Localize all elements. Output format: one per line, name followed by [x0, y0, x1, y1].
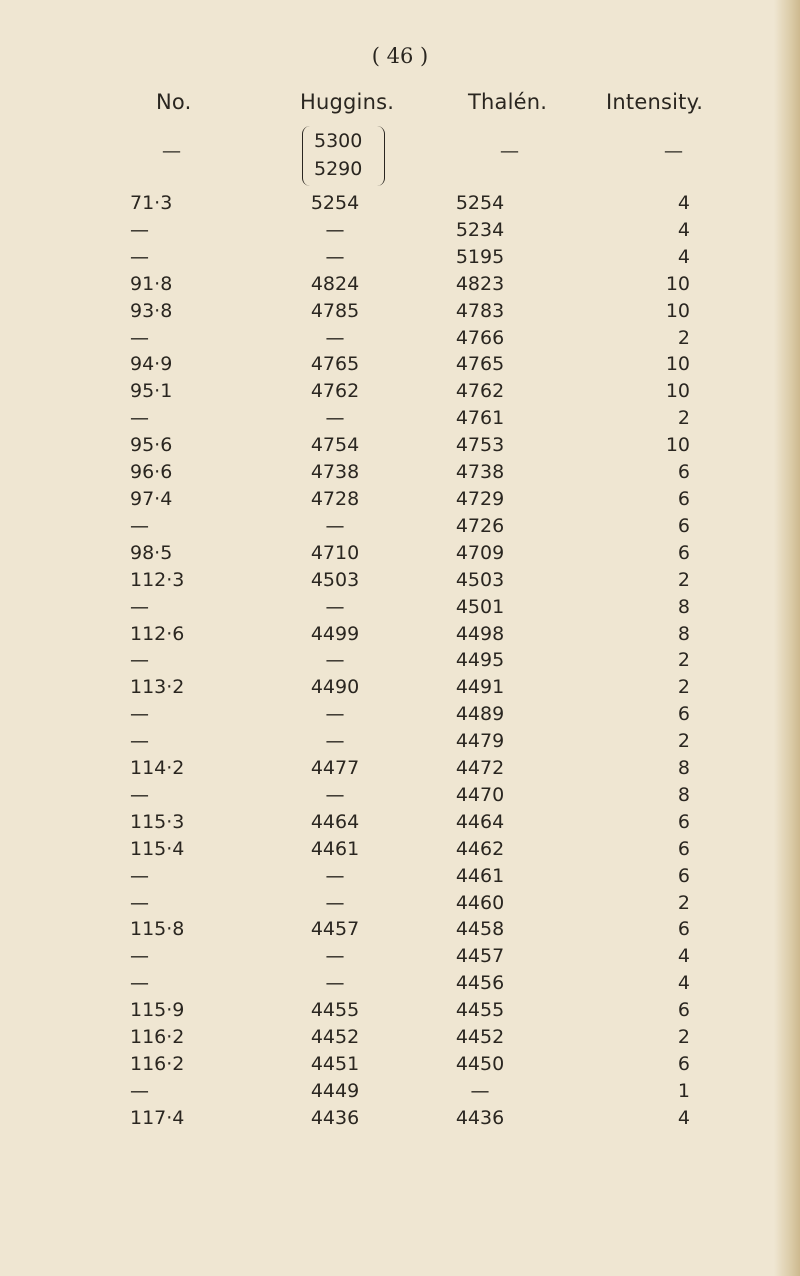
- cell-huggins: —: [325, 407, 345, 430]
- table-row: [130, 432, 690, 459]
- cell-intensity: 4: [677, 192, 690, 214]
- cell-huggins: 5254: [310, 192, 360, 214]
- cell-intensity: 10: [665, 434, 690, 457]
- cell-huggins: —: [325, 703, 345, 726]
- cell-intensity: 6: [677, 864, 690, 887]
- cell-no: —: [130, 783, 149, 806]
- cell-intensity: 1: [677, 1079, 690, 1102]
- cell-intensity: 6: [677, 514, 690, 537]
- cell-no: 113·2: [130, 676, 185, 699]
- cell-huggins: —: [325, 972, 345, 995]
- header-intensity: Intensity.: [606, 90, 704, 114]
- table-row: [130, 405, 690, 432]
- cell-intensity: 6: [677, 541, 690, 564]
- cell-thalen: 4472: [455, 757, 505, 780]
- cell-no: —: [130, 514, 149, 537]
- table-row: [130, 298, 690, 325]
- cell-intensity: 2: [677, 649, 690, 672]
- header-huggins: Huggins.: [300, 90, 395, 114]
- cell-thalen: 4495: [455, 649, 505, 672]
- cell-huggins: —: [325, 218, 345, 241]
- cell-thalen: 4762: [455, 380, 505, 403]
- cell-no: 95·1: [130, 380, 173, 403]
- cell-huggins: —: [325, 730, 345, 753]
- cell-thalen: 4461: [455, 864, 505, 887]
- cell-thalen: 4436: [455, 1106, 505, 1129]
- table-row: [130, 540, 690, 567]
- cell-intensity: 4: [677, 972, 690, 995]
- cell-huggins: 4436: [310, 1106, 360, 1129]
- cell-no: 71·3: [130, 192, 173, 214]
- first-row-intensity: —: [664, 140, 683, 162]
- cell-thalen: 5234: [455, 218, 505, 241]
- cell-intensity: 2: [677, 568, 690, 591]
- cell-thalen: 4457: [455, 945, 505, 968]
- cell-no: —: [130, 945, 149, 968]
- cell-intensity: 6: [677, 837, 690, 860]
- cell-thalen: 4765: [455, 353, 505, 376]
- header-no: No.: [156, 90, 192, 114]
- cell-huggins: 4452: [310, 1026, 360, 1049]
- left-brace: [302, 126, 311, 186]
- cell-huggins: —: [325, 864, 345, 887]
- cell-thalen: 4709: [455, 541, 505, 564]
- cell-no: —: [130, 730, 149, 753]
- table-row: [130, 809, 690, 836]
- cell-intensity: 10: [665, 272, 690, 295]
- cell-thalen: 4783: [455, 299, 505, 322]
- table-row: [130, 378, 690, 405]
- table-row: [130, 916, 690, 943]
- table-row: [130, 943, 690, 970]
- cell-no: 115·9: [130, 999, 185, 1022]
- cell-thalen: 4766: [455, 326, 505, 349]
- table-row: [130, 271, 690, 298]
- cell-huggins: 4754: [310, 434, 360, 457]
- table-row: [130, 674, 690, 701]
- huggins-brace-group: [302, 126, 392, 188]
- cell-intensity: 6: [677, 703, 690, 726]
- table-row: [130, 459, 690, 486]
- cell-no: 96·6: [130, 461, 173, 484]
- cell-intensity: 8: [677, 757, 690, 780]
- cell-huggins: —: [325, 783, 345, 806]
- cell-intensity: 8: [677, 783, 690, 806]
- cell-huggins: —: [325, 595, 345, 618]
- cell-huggins: 4762: [310, 380, 360, 403]
- cell-thalen: —: [470, 1079, 490, 1102]
- table-row: [130, 1078, 690, 1105]
- cell-huggins: —: [325, 326, 345, 349]
- table-row: [130, 997, 690, 1024]
- cell-thalen: 4452: [455, 1026, 505, 1049]
- cell-thalen: 4458: [455, 918, 505, 941]
- cell-no: —: [130, 407, 149, 430]
- cell-thalen: 5195: [455, 245, 505, 268]
- cell-no: —: [130, 649, 149, 672]
- cell-intensity: 10: [665, 353, 690, 376]
- cell-no: —: [130, 972, 149, 995]
- cell-thalen: 4491: [455, 676, 505, 699]
- cell-huggins: 4710: [310, 541, 360, 564]
- cell-huggins: —: [325, 891, 345, 914]
- cell-no: 94·9: [130, 353, 173, 376]
- table-row: [130, 863, 690, 890]
- cell-no: —: [130, 595, 149, 618]
- huggins-upper-value: 5300: [314, 130, 363, 152]
- table-row: [130, 647, 690, 674]
- cell-no: 116·2: [130, 1026, 185, 1049]
- table-row: [130, 567, 690, 594]
- cell-no: —: [130, 245, 149, 268]
- cell-no: 97·4: [130, 487, 173, 510]
- cell-intensity: 4: [677, 218, 690, 241]
- cell-thalen: 4761: [455, 407, 505, 430]
- huggins-lower-value: 5290: [314, 158, 363, 180]
- table-row: [130, 325, 690, 352]
- cell-thalen: 4753: [455, 434, 505, 457]
- cell-no: 93·8: [130, 299, 173, 322]
- cell-no: 98·5: [130, 541, 173, 564]
- cell-intensity: 6: [677, 918, 690, 941]
- table-row: [130, 513, 690, 540]
- cell-no: 115·8: [130, 918, 185, 941]
- table-row: [130, 728, 690, 755]
- first-row-no: —: [162, 140, 181, 162]
- cell-thalen: 4455: [455, 999, 505, 1022]
- cell-huggins: —: [325, 514, 345, 537]
- cell-huggins: 4499: [310, 622, 360, 645]
- cell-intensity: 2: [677, 891, 690, 914]
- table-body: [130, 190, 690, 1132]
- table-row: [130, 1051, 690, 1078]
- cell-no: —: [130, 218, 149, 241]
- cell-thalen: 4503: [455, 568, 505, 591]
- cell-intensity: 2: [677, 730, 690, 753]
- table-row: [130, 890, 690, 917]
- table-row: [130, 190, 690, 217]
- cell-intensity: 6: [677, 999, 690, 1022]
- table-row: [130, 594, 690, 621]
- cell-huggins: 4490: [310, 676, 360, 699]
- cell-thalen: 4501: [455, 595, 505, 618]
- table-row: [130, 621, 690, 648]
- cell-thalen: 4464: [455, 810, 505, 833]
- cell-huggins: 4503: [310, 568, 360, 591]
- cell-thalen: 4729: [455, 487, 505, 510]
- table-row: [130, 970, 690, 997]
- table-row: [130, 217, 690, 244]
- cell-no: —: [130, 703, 149, 726]
- cell-no: 115·3: [130, 810, 185, 833]
- cell-no: 112·6: [130, 622, 185, 645]
- cell-intensity: 2: [677, 326, 690, 349]
- header-thalen: Thalén.: [468, 90, 548, 114]
- cell-intensity: 2: [677, 1026, 690, 1049]
- cell-intensity: 2: [677, 676, 690, 699]
- cell-intensity: 8: [677, 622, 690, 645]
- cell-intensity: 4: [677, 245, 690, 268]
- cell-intensity: 6: [677, 461, 690, 484]
- page-number: ( 46 ): [371, 44, 429, 68]
- cell-no: 117·4: [130, 1106, 185, 1129]
- cell-huggins: 4455: [310, 999, 360, 1022]
- cell-no: —: [130, 864, 149, 887]
- cell-intensity: 10: [665, 380, 690, 403]
- cell-intensity: 6: [677, 1053, 690, 1075]
- cell-intensity: 6: [677, 810, 690, 833]
- cell-intensity: 2: [677, 407, 690, 430]
- right-brace: [376, 126, 385, 186]
- cell-huggins: 4449: [310, 1079, 360, 1102]
- cell-intensity: 8: [677, 595, 690, 618]
- cell-huggins: —: [325, 245, 345, 268]
- cell-thalen: 4456: [455, 972, 505, 995]
- cell-thalen: 4498: [455, 622, 505, 645]
- table-row: [130, 701, 690, 728]
- table-row: [130, 244, 690, 271]
- table-row: [130, 1024, 690, 1051]
- spectrum-lines-table: [130, 190, 690, 1132]
- cell-huggins: 4464: [310, 810, 360, 833]
- table-row: [130, 351, 690, 378]
- cell-thalen: 4450: [455, 1053, 505, 1075]
- cell-huggins: 4457: [310, 918, 360, 941]
- cell-no: —: [130, 326, 149, 349]
- cell-thalen: 4726: [455, 514, 505, 537]
- cell-huggins: 4728: [310, 487, 360, 510]
- page-edge: [774, 0, 800, 1276]
- cell-thalen: 4823: [455, 272, 505, 295]
- cell-no: 112·3: [130, 568, 185, 591]
- cell-thalen: 4738: [455, 461, 505, 484]
- cell-no: —: [130, 891, 149, 914]
- cell-thalen: 4479: [455, 730, 505, 753]
- cell-huggins: 4785: [310, 299, 360, 322]
- cell-no: 91·8: [130, 272, 173, 295]
- cell-huggins: 4824: [310, 272, 360, 295]
- cell-huggins: —: [325, 945, 345, 968]
- cell-intensity: 4: [677, 1106, 690, 1129]
- cell-no: 114·2: [130, 757, 185, 780]
- table-row: [130, 755, 690, 782]
- cell-huggins: 4738: [310, 461, 360, 484]
- cell-huggins: 4461: [310, 837, 360, 860]
- cell-thalen: 4470: [455, 783, 505, 806]
- cell-thalen: 5254: [455, 192, 505, 214]
- cell-no: 95·6: [130, 434, 173, 457]
- cell-no: —: [130, 1079, 149, 1102]
- cell-intensity: 10: [665, 299, 690, 322]
- cell-intensity: 6: [677, 487, 690, 510]
- first-row-thalen: —: [500, 140, 519, 162]
- cell-no: 115·4: [130, 837, 185, 860]
- table-row: [130, 486, 690, 513]
- cell-thalen: 4462: [455, 837, 505, 860]
- cell-thalen: 4489: [455, 703, 505, 726]
- cell-huggins: —: [325, 649, 345, 672]
- cell-thalen: 4460: [455, 891, 505, 914]
- table-row: [130, 836, 690, 863]
- cell-huggins: 4765: [310, 353, 360, 376]
- cell-huggins: 4451: [310, 1053, 360, 1075]
- cell-huggins: 4477: [310, 757, 360, 780]
- cell-no: 116·2: [130, 1053, 185, 1075]
- table-row: [130, 1105, 690, 1132]
- table-row: [130, 782, 690, 809]
- cell-intensity: 4: [677, 945, 690, 968]
